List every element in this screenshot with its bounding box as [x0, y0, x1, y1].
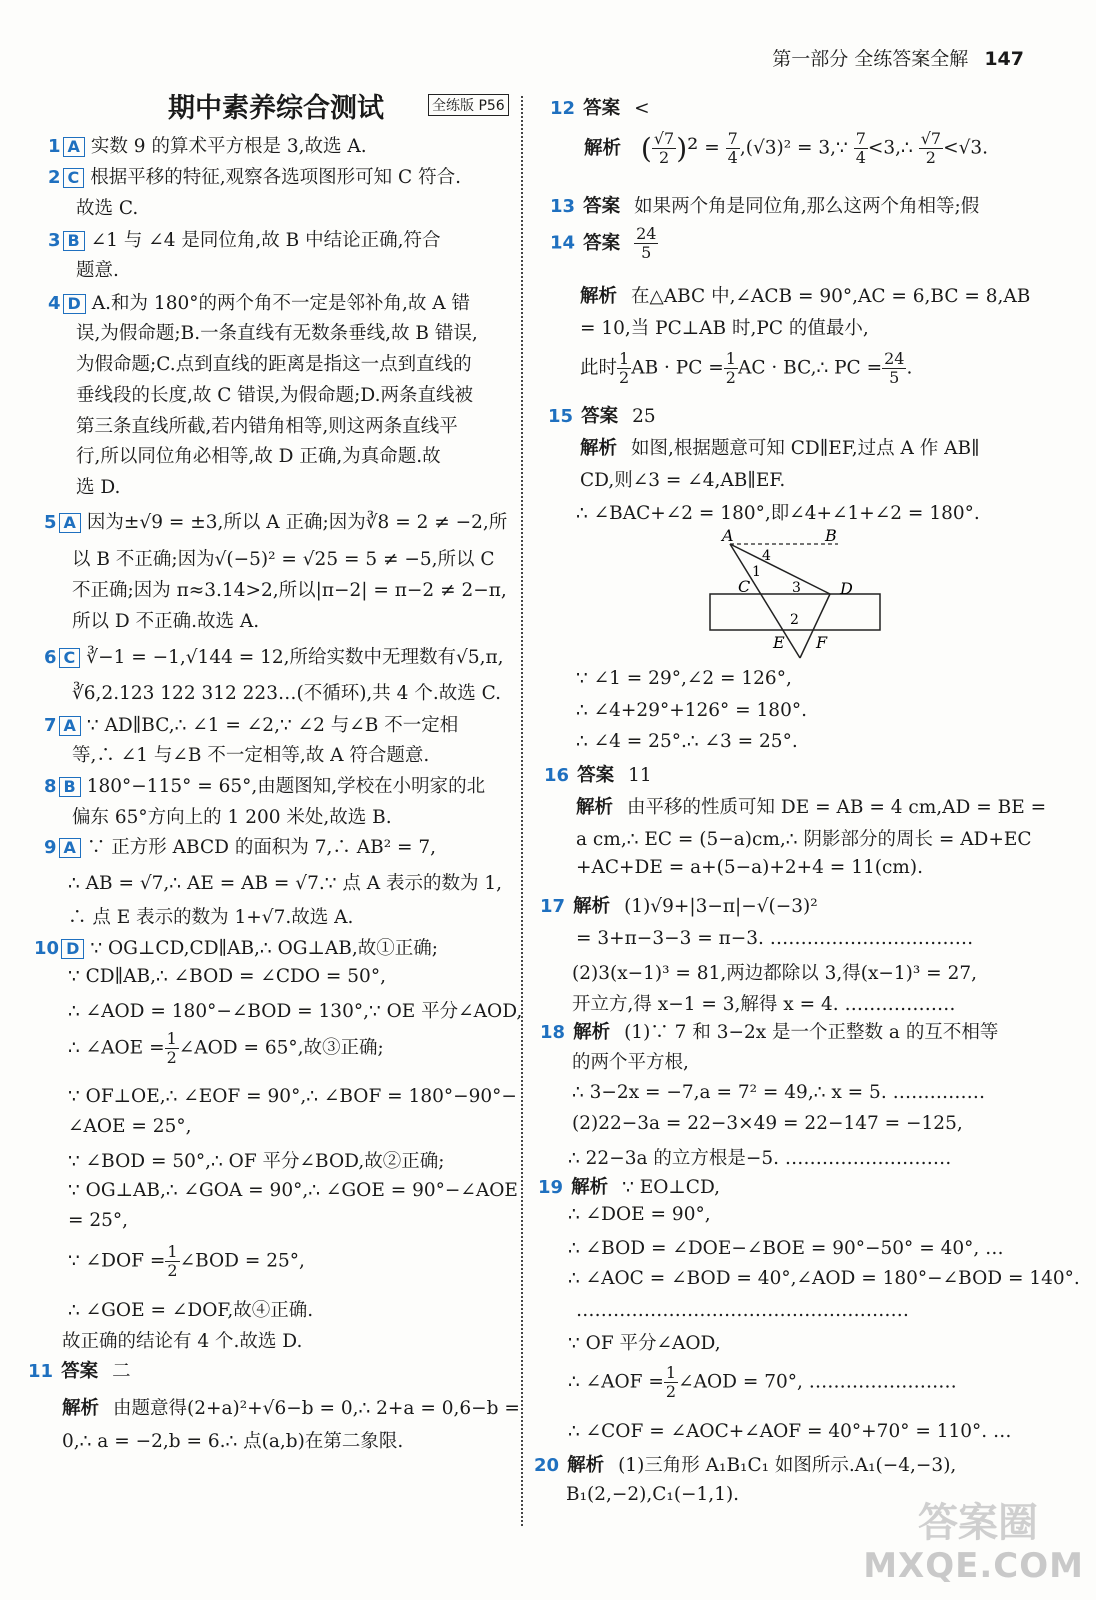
text: ∠BOD = 25°, [179, 1250, 305, 1272]
label-a: A [722, 526, 734, 545]
explanation-label: 解析 [567, 1455, 605, 1476]
watermark: MXQE.COM [863, 1546, 1084, 1586]
answer-text: ∛6,2.123 122 312 223…(不循环),共 4 个.故选 C. [72, 683, 501, 704]
answer-text: 如图,根据题意可知 CD∥EF,过点 A 作 AB∥ [631, 438, 980, 459]
answer-text: 开立方,得 x−1 = 3,解得 x = 4. ……………… [572, 994, 956, 1015]
label-d: D [840, 579, 853, 598]
answer-text: = 25°, [68, 1210, 129, 1231]
answer-text: 的两个平方根, [572, 1052, 689, 1073]
answer-text: A.和为 180°的两个角不一定是邻补角,故 A 错 [91, 293, 470, 314]
denominator: 2 [166, 1048, 177, 1067]
question-number: 15 [548, 406, 574, 427]
answer-text: 垂线段的长度,故 C 错误,为假命题;D.两条直线被 [76, 385, 473, 406]
answer-text: ∴ ∠4 = 25°.∴ ∠3 = 25°. [576, 731, 798, 752]
answer-text: 0,∴ a = −2,b = 6.∴ 点(a,b)在第二象限. [62, 1431, 404, 1452]
choice-box: B [59, 777, 81, 797]
label-b: B [825, 526, 837, 545]
question-number: 13 [550, 196, 576, 217]
answer-5 [44, 508, 507, 534]
text: ,(√3)² = 3,∵ [739, 137, 854, 159]
answer-text: 以 B 不正确;因为√(−5)² = √25 = 5 ≠ −5,所以 C [72, 549, 495, 570]
fraction [724, 350, 738, 387]
explanation-line [568, 793, 1046, 819]
answer-text: = 10,当 PC⊥AB 时,PC 的值最小, [580, 318, 869, 339]
answer-text: 故选 C. [76, 198, 139, 219]
question-number: 16 [544, 765, 570, 786]
question-number: 17 [540, 896, 566, 917]
answer-text: ∴ ∠AOC = ∠BOD = 40°,∠AOD = 180°−∠BOD = 140°. [568, 1268, 1080, 1289]
answer-text: ∴ ∠COF = ∠AOC+∠AOF = 40°+70° = 110°. … [568, 1421, 1012, 1442]
denominator: 4 [727, 148, 738, 167]
explanation-label: 解析 [580, 438, 618, 459]
answer-text: B₁(2,−2),C₁(−1,1). [566, 1484, 740, 1505]
question-number: 7 [44, 715, 57, 736]
text: = [704, 137, 726, 159]
answer-4 [48, 289, 470, 315]
answer-text: ∴ 点 E 表示的数为 1+√7.故选 A. [68, 907, 354, 928]
denominator: 4 [855, 148, 866, 167]
question-number: 11 [28, 1361, 54, 1382]
question-number: 20 [534, 1455, 560, 1476]
answer-text: (2)3(x−1)³ = 81,两边都除以 3,得(x−1)³ = 27, [572, 963, 977, 984]
answer-text: (1)三角形 A₁B₁C₁ 如图所示.A₁(−4,−3), [618, 1455, 957, 1476]
answer-20 [534, 1451, 956, 1477]
answer-line-fraction [68, 1030, 384, 1067]
explanation-label: 解析 [580, 286, 618, 307]
label-f: F [816, 633, 828, 652]
angle-3: 3 [792, 580, 801, 596]
question-number: 9 [44, 837, 57, 858]
choice-box: A [59, 513, 81, 533]
answer-10 [34, 934, 438, 960]
answer-3 [48, 226, 441, 252]
answer-label: 答案 [583, 196, 621, 217]
answer-text: (1)∵ 7 和 3−2x 是一个正整数 a 的互不相等 [624, 1022, 999, 1043]
answer-label: 答案 [577, 765, 615, 786]
numerator: 7 [855, 129, 866, 148]
answer-text: ∵ ∠BOD = 50°,∴ OF 平分∠BOD,故②正确; [68, 1151, 445, 1172]
answer-text: 行,所以同位角必相等,故 D 正确,为真命题.故 [76, 446, 441, 467]
answer-text: 偏东 65°方向上的 1 200 米处,故选 B. [72, 807, 392, 828]
text: ∠AOD = 70°, …………………… [678, 1371, 957, 1393]
explanation-label: 解析 [62, 1398, 100, 1419]
answer-text: = 3+π−3−3 = π−3. …………………………… [576, 928, 974, 949]
answer-14 [550, 225, 658, 262]
text: ∠AOD = 65°,故③正确; [178, 1037, 384, 1059]
answer-text: ∴ ∠BAC+∠2 = 180°,即∠4+∠1+∠2 = 180°. [576, 503, 980, 524]
answer-9 [44, 833, 436, 859]
answer-line-fraction [580, 350, 912, 387]
text: 此时 [580, 357, 618, 379]
numerator: √7 [653, 129, 675, 148]
fraction [617, 350, 631, 387]
answer-text: 实数 9 的算术平方根是 3,故选 A. [90, 136, 367, 157]
denominator: 2 [167, 1261, 178, 1280]
answer-label: 答案 [61, 1361, 99, 1382]
text: <√3. [943, 137, 989, 159]
text: AB · PC = [631, 357, 724, 379]
answer-text: CD,则∠3 = ∠4,AB∥EF. [580, 470, 786, 491]
numerator: 1 [166, 1029, 177, 1048]
column-divider [521, 96, 523, 1526]
page-header [772, 44, 1024, 71]
watermark-logo: 答案圈 [918, 1500, 1038, 1546]
fraction [726, 130, 740, 167]
answer-text: +AC+DE = a+(5−a)+2+4 = 11(cm). [576, 857, 923, 878]
answer-text: ∵ 正方形 ABCD 的面积为 7,∴ AB² = 7, [86, 837, 437, 858]
answer-text: ∴ ∠GOE = ∠DOF,故④正确. [68, 1300, 314, 1321]
answer-text: (1)√9+|3−π|−√(−3)² [624, 896, 818, 917]
geometry-figure [700, 524, 890, 664]
answer-text: ∵ OF 平分∠AOD, [568, 1333, 721, 1354]
answer-text: 所以 D 不正确.故选 A. [72, 611, 260, 632]
answer-15 [548, 402, 656, 428]
fraction [854, 130, 868, 167]
answer-text: 由题意得(2+a)²+√6−b = 0,∴ 2+a = 0,6−b = [113, 1398, 520, 1419]
choice-box: C [59, 648, 81, 668]
answer-text: ∴ ∠BOD = ∠DOE−∠BOE = 90°−50° = 40°, … [568, 1238, 1004, 1259]
answer-line-fraction [68, 1243, 305, 1280]
answer-11 [28, 1357, 131, 1383]
denominator: 2 [925, 148, 936, 167]
denominator: 2 [665, 1382, 677, 1401]
explanation-line [576, 130, 988, 167]
answer-text: a cm,∴ EC = (5−a)cm,∴ 阴影部分的周长 = AD+EC [576, 829, 1032, 850]
answer-text: 二 [112, 1361, 131, 1382]
answer-text: < [634, 98, 650, 119]
answer-2 [48, 163, 461, 189]
answer-text: ∴ AB = √7,∴ AE = AB = √7.∵ 点 A 表示的数为 1, [68, 873, 503, 894]
fraction [652, 130, 676, 167]
answer-text: 故正确的结论有 4 个.故选 D. [62, 1331, 303, 1352]
answer-text: 为假命题;C.点到直线的距离是指这一点到直线的 [76, 354, 472, 375]
answer-text: 由平移的性质可知 DE = AB = 4 cm,AD = BE = [627, 797, 1047, 818]
label-e: E [773, 633, 785, 652]
text: <3,∴ [867, 137, 919, 159]
answer-text: 第三条直线所截,若内错角相等,则这两条直线平 [76, 416, 458, 437]
text: ∴ ∠AOF = [568, 1371, 664, 1393]
explanation-label: 解析 [573, 1022, 611, 1043]
answer-text: 误,为假命题;B.一条直线有无数条垂线,故 B 错误, [76, 323, 478, 344]
angle-2: 2 [790, 612, 799, 628]
answer-text: ……………………………………………… [576, 1300, 909, 1321]
choice-box: D [61, 939, 84, 959]
numerator: 1 [619, 349, 630, 368]
question-number: 2 [48, 167, 61, 188]
explanation-line [572, 434, 980, 460]
denominator: 5 [641, 243, 652, 262]
answer-text: ∴ ∠DOE = 90°, [568, 1204, 711, 1225]
reference-tag: 全练版 P56 [428, 94, 509, 116]
page-title: 期中素养综合测试 [168, 93, 384, 124]
answer-8 [44, 772, 485, 798]
fraction [664, 1364, 678, 1401]
fraction [919, 130, 943, 167]
question-number: 18 [540, 1022, 566, 1043]
question-number: 1 [48, 136, 61, 157]
answer-text: 根据平移的特征,观察各选项图形可知 C 符合. [90, 167, 461, 188]
answer-label: 答案 [583, 98, 621, 119]
numerator: √7 [920, 129, 942, 148]
text: . [906, 357, 913, 379]
explanation-label: 解析 [571, 1177, 609, 1198]
page-number: 147 [984, 48, 1024, 70]
question-number: 5 [44, 512, 57, 533]
answer-text: 等,∴ ∠1 与∠B 不一定相等,故 A 符合题意. [72, 745, 430, 766]
section-title: 第一部分 全练答案全解 [772, 48, 969, 70]
angle-1: 1 [752, 564, 761, 580]
denominator: 5 [889, 368, 900, 387]
answer-text: ∵ EO⊥CD, [622, 1177, 721, 1198]
answer-text: ∴ ∠AOD = 180°−∠BOD = 130°,∵ OE 平分∠AOD, [68, 1001, 523, 1022]
fraction [634, 225, 658, 262]
answer-text: ∠1 与 ∠4 是同位角,故 B 中结论正确,符合 [90, 230, 441, 251]
answer-text: 题意. [76, 260, 119, 281]
choice-box: A [59, 716, 81, 736]
answer-text: ∵ AD∥BC,∴ ∠1 = ∠2,∵ ∠2 与∠B 不一定相 [86, 715, 459, 736]
answer-text: 25 [632, 406, 656, 427]
numerator: 1 [725, 349, 736, 368]
answer-label: 答案 [581, 406, 619, 427]
denominator: 2 [619, 368, 630, 387]
question-number: 3 [48, 230, 61, 251]
answer-text: 因为±√9 = ±3,所以 A 正确;因为∛8 = 2 ≠ −2,所 [86, 512, 508, 533]
numerator: 1 [167, 1242, 178, 1261]
answer-text: (2)22−3a = 22−3×49 = 22−147 = −125, [572, 1113, 963, 1134]
label-c: C [738, 577, 751, 596]
answer-18 [540, 1018, 998, 1044]
question-number: 10 [34, 938, 60, 959]
paren: )² [676, 132, 699, 165]
fraction [882, 350, 906, 387]
answer-text: ∴ 22−3a 的立方根是−5. ……………………… [568, 1148, 952, 1169]
answer-text: ∵ ∠1 = 29°,∠2 = 126°, [576, 668, 792, 689]
answer-text: ∴ ∠4+29°+126° = 180°. [576, 700, 807, 721]
answer-text: 不正确;因为 π≈3.14>2,所以|π−2| = π−2 ≠ 2−π, [72, 580, 507, 601]
answer-6 [44, 643, 504, 669]
answer-7 [44, 711, 458, 737]
numerator: 24 [884, 349, 905, 368]
answer-text: ∵ OF⊥OE,∴ ∠EOF = 90°,∴ ∠BOF = 180°−90°− [68, 1086, 517, 1107]
text: ∴ ∠AOE = [68, 1037, 165, 1059]
question-number: 12 [550, 98, 576, 119]
paren: ( [640, 132, 652, 165]
explanation-label: 解析 [573, 896, 611, 917]
answer-text: 180°−115° = 65°,由题图知,学校在小明家的北 [86, 776, 486, 797]
numerator: 1 [665, 1363, 677, 1382]
explanation-line [572, 282, 1030, 308]
numerator: 24 [636, 224, 657, 243]
answer-line-fraction [568, 1364, 957, 1401]
answer-text: ∴ 3−2x = −7,a = 7² = 49,∴ x = 5. …………… [572, 1082, 986, 1103]
denominator: 2 [725, 368, 736, 387]
answer-12 [550, 94, 650, 120]
answer-text: 11 [628, 765, 652, 786]
answer-17 [540, 892, 818, 918]
question-number: 19 [538, 1177, 564, 1198]
denominator: 2 [658, 148, 670, 167]
answer-1 [48, 132, 367, 158]
answer-text: ∵ CD∥AB,∴ ∠BOD = ∠CDO = 50°, [68, 966, 386, 987]
explanation-label: 解析 [576, 797, 614, 818]
angle-4: 4 [762, 548, 771, 564]
answer-text: 选 D. [76, 477, 121, 498]
choice-box: C [63, 168, 85, 188]
answer-text: 如果两个角是同位角,那么这两个角相等;假 [634, 196, 980, 217]
fraction [165, 1030, 179, 1067]
answer-text: 在△ABC 中,∠ACB = 90°,AC = 6,BC = 8,AB [631, 286, 1031, 307]
answer-text: ∵ OG⊥CD,CD∥AB,∴ OG⊥AB,故①正确; [90, 938, 438, 959]
text: AC · BC,∴ PC = [737, 357, 883, 379]
question-number: 8 [44, 776, 57, 797]
question-number: 6 [44, 647, 57, 668]
question-number: 14 [550, 232, 576, 254]
question-number: 4 [48, 293, 61, 314]
choice-box: A [59, 838, 81, 858]
explanation-label: 解析 [584, 137, 622, 159]
choice-box: B [63, 231, 85, 251]
text: ∵ ∠DOF = [68, 1250, 166, 1272]
fraction [165, 1243, 179, 1280]
answer-text: ∠AOE = 25°, [68, 1116, 192, 1137]
answer-label: 答案 [583, 232, 621, 254]
explanation-line [54, 1394, 520, 1420]
numerator: 7 [727, 129, 738, 148]
answer-text: ∛−1 = −1,√144 = 12,所给实数中无理数有√5,π, [86, 647, 504, 668]
answer-text: ∵ OG⊥AB,∴ ∠GOA = 90°,∴ ∠GOE = 90°−∠AOE [68, 1180, 518, 1201]
choice-box: A [63, 137, 85, 157]
answer-19 [538, 1173, 720, 1199]
answer-16 [544, 761, 652, 787]
choice-box: D [63, 294, 86, 314]
answer-13 [550, 192, 979, 218]
